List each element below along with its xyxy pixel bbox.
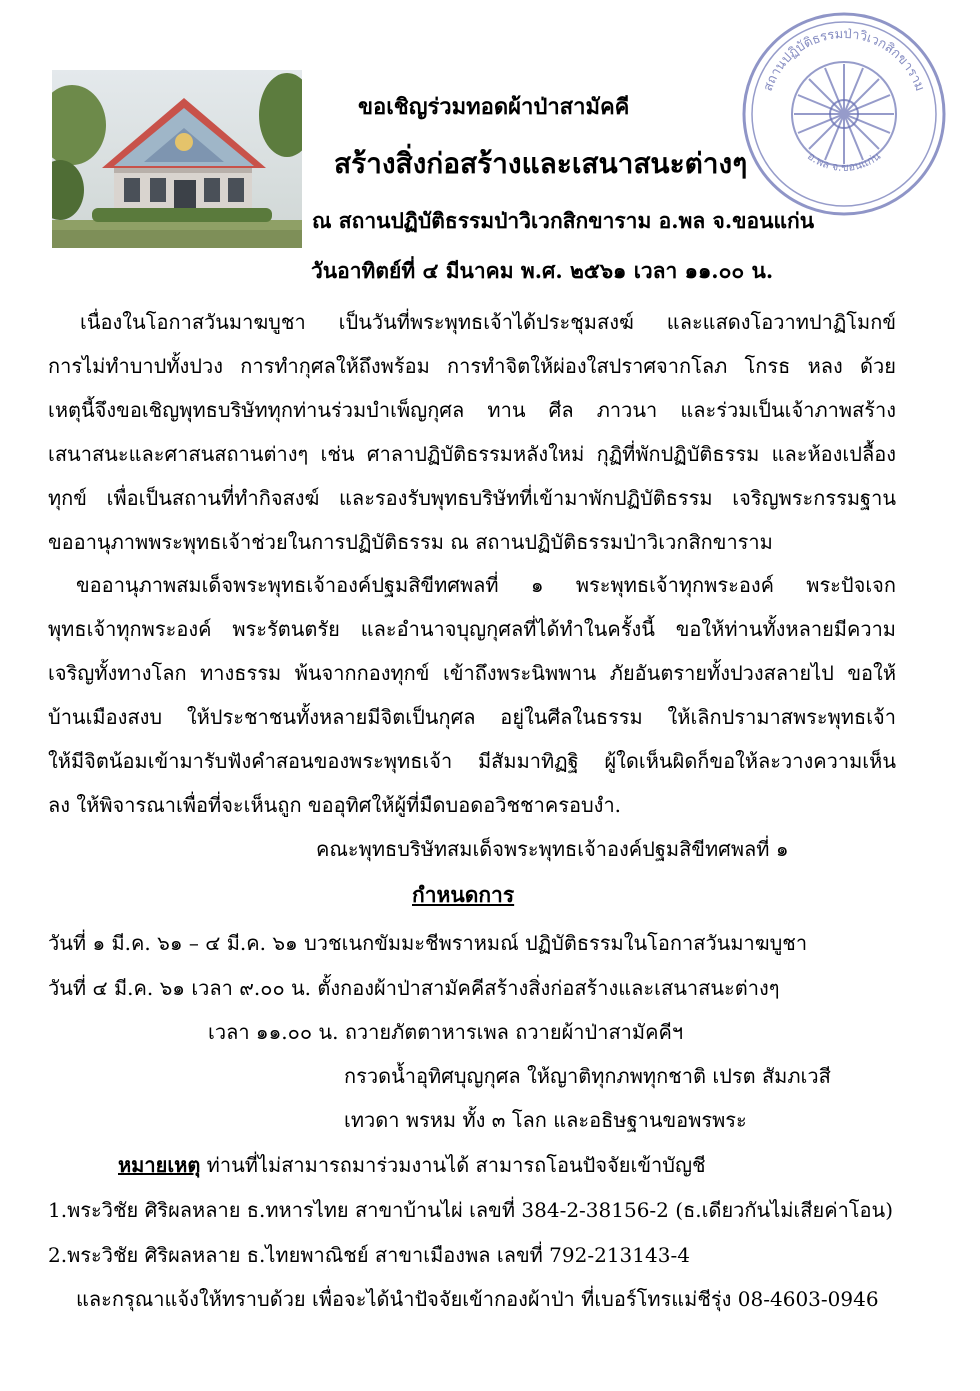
- date-line: วันอาทิตย์ที่ ๔ มีนาคม พ.ศ. ๒๕๖๑ เวลา ๑๑.๐๐ น.: [311, 258, 774, 283]
- bank-account-line: 2.พระวิชัย ศิริผลหลาย ธ.ไทยพาณิชย์ สาขาเมืองพล เลขที่ 792-213143-4: [48, 1243, 690, 1267]
- temple-photo: [52, 70, 302, 248]
- paragraph1-line: การไม่ทำบาปทั้งปวง การทำกุศลให้ถึงพร้อม การทำจิตให้ผ่องใสปราศจากโลภ โกรธ หลง ด้วย: [48, 354, 896, 378]
- note-text: ท่านที่ไม่สามารถมาร่วมงานได้ สามารถโอนปัจจัยเข้าบัญชี: [200, 1153, 706, 1177]
- paragraph2-line: ให้มีจิตน้อมเข้ามารับฟังคำสอนของพระพุทธเจ้า มีสัมมาทิฏฐิ ผู้ใดเห็นผิดก็ขอให้ละวางความเห็น: [48, 749, 896, 773]
- invitation-heading: ขอเชิญร่วมทอดผ้าป่าสามัคคี: [358, 94, 630, 120]
- paragraph1-line: ทุกข์ เพื่อเป็นสถานที่ทำกิจสงฆ์ และรองรับพุทธบริษัทที่เข้ามาพักปฏิบัติธรรม เจริญพระกรรมฐาน: [48, 486, 896, 510]
- paragraph1-line: เนื่องในโอกาสวันมาฆบูชา เป็นวันที่พระพุทธเจ้าได้ประชุมสงฆ์ และแสดงโอวาทปาฏิโมกข์: [80, 310, 896, 334]
- signature: คณะพุทธบริษัทสมเด็จพระพุทธเจ้าองค์ปฐมสิขีทศพลที่ ๑: [316, 837, 789, 861]
- paragraph1-line: เสนาสนะและศาสนสถานต่างๆ เช่น ศาลาปฏิบัติธรรมหลังใหม่ กุฏิที่พักปฏิบัติธรรม และห้องเปลื้อง: [48, 442, 896, 466]
- paragraph1-line: เหตุนี้จึงขอเชิญพุทธบริษัททุกท่านร่วมบำเพ็ญกุศล ทาน ศีล ภาวนา และร่วมเป็นเจ้าภาพสร้าง: [48, 398, 896, 422]
- schedule-line: เวลา ๑๑.๐๐ น. ถวายภัตตาหารเพล ถวายผ้าป่าสามัคคีฯ: [208, 1020, 684, 1044]
- schedule-line: กรวดน้ำอุทิศบุญกุศล ให้ญาติทุกภพทุกชาติ เปรต สัมภเวสี: [344, 1064, 831, 1088]
- paragraph2-line: ลง ให้พิจารณาเพื่อที่จะเห็นถูก ขออุทิศให้ผู้ที่มืดบอดอวิชชาครอบงำ.: [48, 793, 622, 817]
- paragraph2-line: เจริญทั้งทางโลก ทางธรรม พ้นจากกองทุกข์ เข้าถึงพระนิพพาน ภัยอันตรายทั้งปวงสลายไป ขอให้: [48, 661, 896, 685]
- paragraph1-line: ขออานุภาพพระพุทธเจ้าช่วยในการปฏิบัติธรรม ณ สถานปฏิบัติธรรมป่าวิเวกสิกขาราม: [48, 530, 773, 554]
- venue-line: ณ สถานปฏิบัติธรรมป่าวิเวกสิกขาราม อ.พล จ.ขอนแก่น: [312, 208, 815, 233]
- contact-line: และกรุณาแจ้งให้ทราบด้วย เพื่อจะได้นำปัจจัยเข้ากองผ้าป่า ที่เบอร์โทรแม่ชีรุ่ง 08-4603-0946: [76, 1287, 879, 1311]
- schedule-line: เทวดา พรหม ทั้ง ๓ โลก และอธิษฐานขอพรพระ: [344, 1108, 747, 1132]
- paragraph2-line: บ้านเมืองสงบ ให้ประชาชนทั้งหลายมีจิตเป็นกุศล อยู่ในศีลในธรรม ให้เลิกปรามาสพระพุทธเจ้า: [48, 705, 896, 729]
- svg-text:อ.พล จ.ขอนแก่น: อ.พล จ.ขอนแก่น: [805, 149, 883, 174]
- bank-account-line: 1.พระวิชัย ศิริผลหลาย ธ.ทหารไทย สาขาบ้านไผ่ เลขที่ 384-2-38156-2 (ธ.เดียวกันไม่เสียค่าโอน): [48, 1198, 894, 1222]
- schedule-line: วันที่ ๔ มี.ค. ๖๑ เวลา ๙.๐๐ น. ตั้งกองผ้าป่าสามัคคีสร้างสิ่งก่อสร้างและเสนาสนะต่างๆ: [48, 976, 780, 1000]
- note-label: หมายเหตุ: [118, 1153, 201, 1177]
- schedule-line: วันที่ ๑ มี.ค. ๖๑ – ๔ มี.ค. ๖๑ บวชเนกขัมมะชีพราหมณ์ ปฏิบัติธรรมในโอกาสวันมาฆบูชา: [48, 931, 808, 955]
- svg-text:สถานปฏิบัติธรรมป่าวิเวกสิกขารา: สถานปฏิบัติธรรมป่าวิเวกสิกขาราม: [760, 26, 928, 94]
- paragraph2-line: พุทธเจ้าทุกพระองค์ พระรัตนตรัย และอำนาจบุญกุศลที่ได้ทำในครั้งนี้ ขอให้ท่านทั้งหลายมีความ: [48, 617, 896, 641]
- project-title: สร้างสิ่งก่อสร้างและเสนาสนะต่างๆ: [334, 147, 748, 180]
- paragraph2-line: ขออานุภาพสมเด็จพระพุทธเจ้าองค์ปฐมสิขีทศพลที่ ๑ พระพุทธเจ้าทุกพระองค์ พระปัจเจก: [76, 573, 896, 597]
- schedule-title: กำหนดการ: [412, 882, 515, 907]
- note-line: [118, 1155, 706, 1175]
- temple-seal-stamp: [738, 8, 950, 220]
